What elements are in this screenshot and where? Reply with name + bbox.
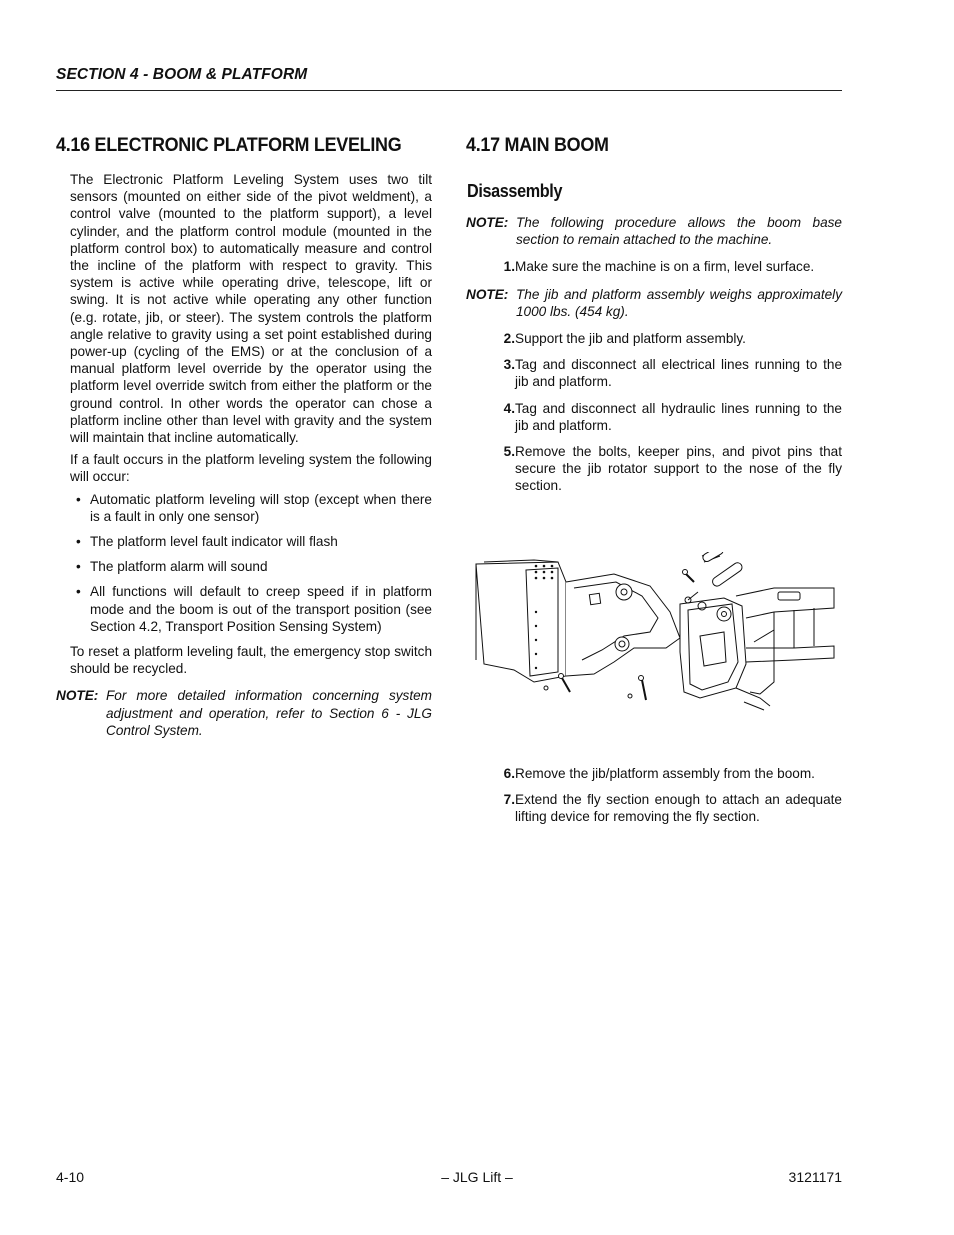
step-text: Support the jib and platform assembly.	[515, 331, 746, 347]
steps-list-1	[466, 258, 842, 275]
step-number: 2.	[503, 331, 515, 347]
step-item	[466, 356, 842, 390]
step-text: Tag and disconnect all hydraulic lines running to the jib and platform.	[515, 400, 842, 433]
steps-list-3-container	[466, 765, 842, 835]
step-item	[466, 400, 842, 434]
step-text: Remove the bolts, keeper pins, and pivot pins that secure the jib rotator support to the nose of the fly section.	[515, 444, 842, 494]
note-text: For more detailed information concerning system adjustment and operation, refer to Section 6 - JLG Control System.	[106, 688, 432, 738]
step-text: Tag and disconnect all electrical lines running to the jib and platform.	[515, 357, 842, 390]
section-header: SECTION 4 - BOOM & PLATFORM	[56, 66, 308, 83]
document-number: 3121171	[788, 1169, 842, 1185]
list-item: • Automatic platform leveling will stop (except when there is a fault in only one sensor)	[76, 491, 432, 524]
note-text: The jib and platform assembly weighs approximately 1000 lbs. (454 kg).	[516, 286, 842, 319]
list-item: • The platform level fault indicator will flash	[76, 534, 338, 550]
step-text: Make sure the machine is on a firm, level surface.	[515, 259, 815, 275]
note-system-adjustment	[56, 687, 432, 739]
section-title-platform-leveling: 4.16 ELECTRONIC PLATFORM LEVELING	[56, 134, 402, 156]
note-label: NOTE:	[466, 286, 509, 302]
note-label: NOTE:	[56, 688, 99, 704]
steps-list-3	[466, 765, 842, 826]
section-title-main-boom: 4.17 MAIN BOOM	[466, 134, 609, 156]
step-text: Remove the jib/platform assembly from the boom.	[515, 766, 815, 781]
note-weight	[466, 286, 842, 320]
bullet-glyph: •	[76, 534, 81, 550]
note-text: The following procedure allows the boom base section to remain attached to the machine.	[516, 215, 842, 248]
left-column	[56, 134, 432, 749]
step-number: 1.	[503, 259, 515, 275]
step-item	[466, 258, 842, 275]
step-number: 6.	[503, 766, 515, 781]
right-column	[466, 134, 842, 504]
subsection-title-disassembly: Disassembly	[467, 181, 563, 201]
note-label: NOTE:	[466, 215, 509, 230]
steps-list-2	[466, 330, 842, 495]
list-item: • The platform alarm will sound	[76, 559, 268, 575]
step-item	[466, 791, 842, 825]
header-divider	[56, 90, 842, 91]
step-number: 5.	[503, 444, 515, 460]
list-item: • All functions will default to creep speed if in platform mode and the boom is out of the transport position (see Section 4.2, Transport Position Sensing System)	[76, 584, 432, 634]
page-number: 4-10	[56, 1169, 85, 1185]
note-boom-base	[466, 214, 842, 248]
bullet-glyph: •	[76, 559, 81, 575]
bullet-glyph: •	[76, 491, 81, 507]
step-item	[466, 330, 842, 347]
step-item	[466, 443, 842, 495]
footer-brand: – JLG Lift –	[441, 1169, 513, 1185]
paragraph-reset: To reset a platform leveling fault, the emergency stop switch should be recycled.	[70, 644, 432, 677]
step-number: 3.	[503, 357, 515, 373]
step-text: Extend the fly section enough to attach an adequate lifting device for removing the fly section.	[515, 792, 842, 825]
step-item	[466, 765, 842, 782]
paragraph-description: The Electronic Platform Leveling System uses two tilt sensors (mounted on either side of the pivot weldment), a control valve (mounted to the platform support), a level cylinder, and the platform control module (mounted in the platform control box) to automatically measure and control the incline of the platform with respect to gravity. This system is active while operating drive, telescope, lift or swing. It is not active while operating any other function (e.g. rotate, jib, or steer). The system controls the platform angle relative to gravity using a set point established during power-up (cycling of the EMS) or at the conclusion of a manual platform level override by the operator using the platform level override switch from either the platform or the ground control. In other words the operator can chose a platform incline other than level with gravity and the system will maintain that incline automatically.	[70, 172, 432, 446]
fault-effects-list	[70, 491, 432, 635]
step-number: 7.	[503, 792, 515, 808]
step-number: 4.	[503, 400, 515, 416]
paragraph-fault-intro: If a fault occurs in the platform leveling system the following will occur:	[70, 452, 432, 485]
jib-platform-assembly-illustration	[474, 552, 836, 720]
bullet-glyph: •	[76, 584, 81, 600]
